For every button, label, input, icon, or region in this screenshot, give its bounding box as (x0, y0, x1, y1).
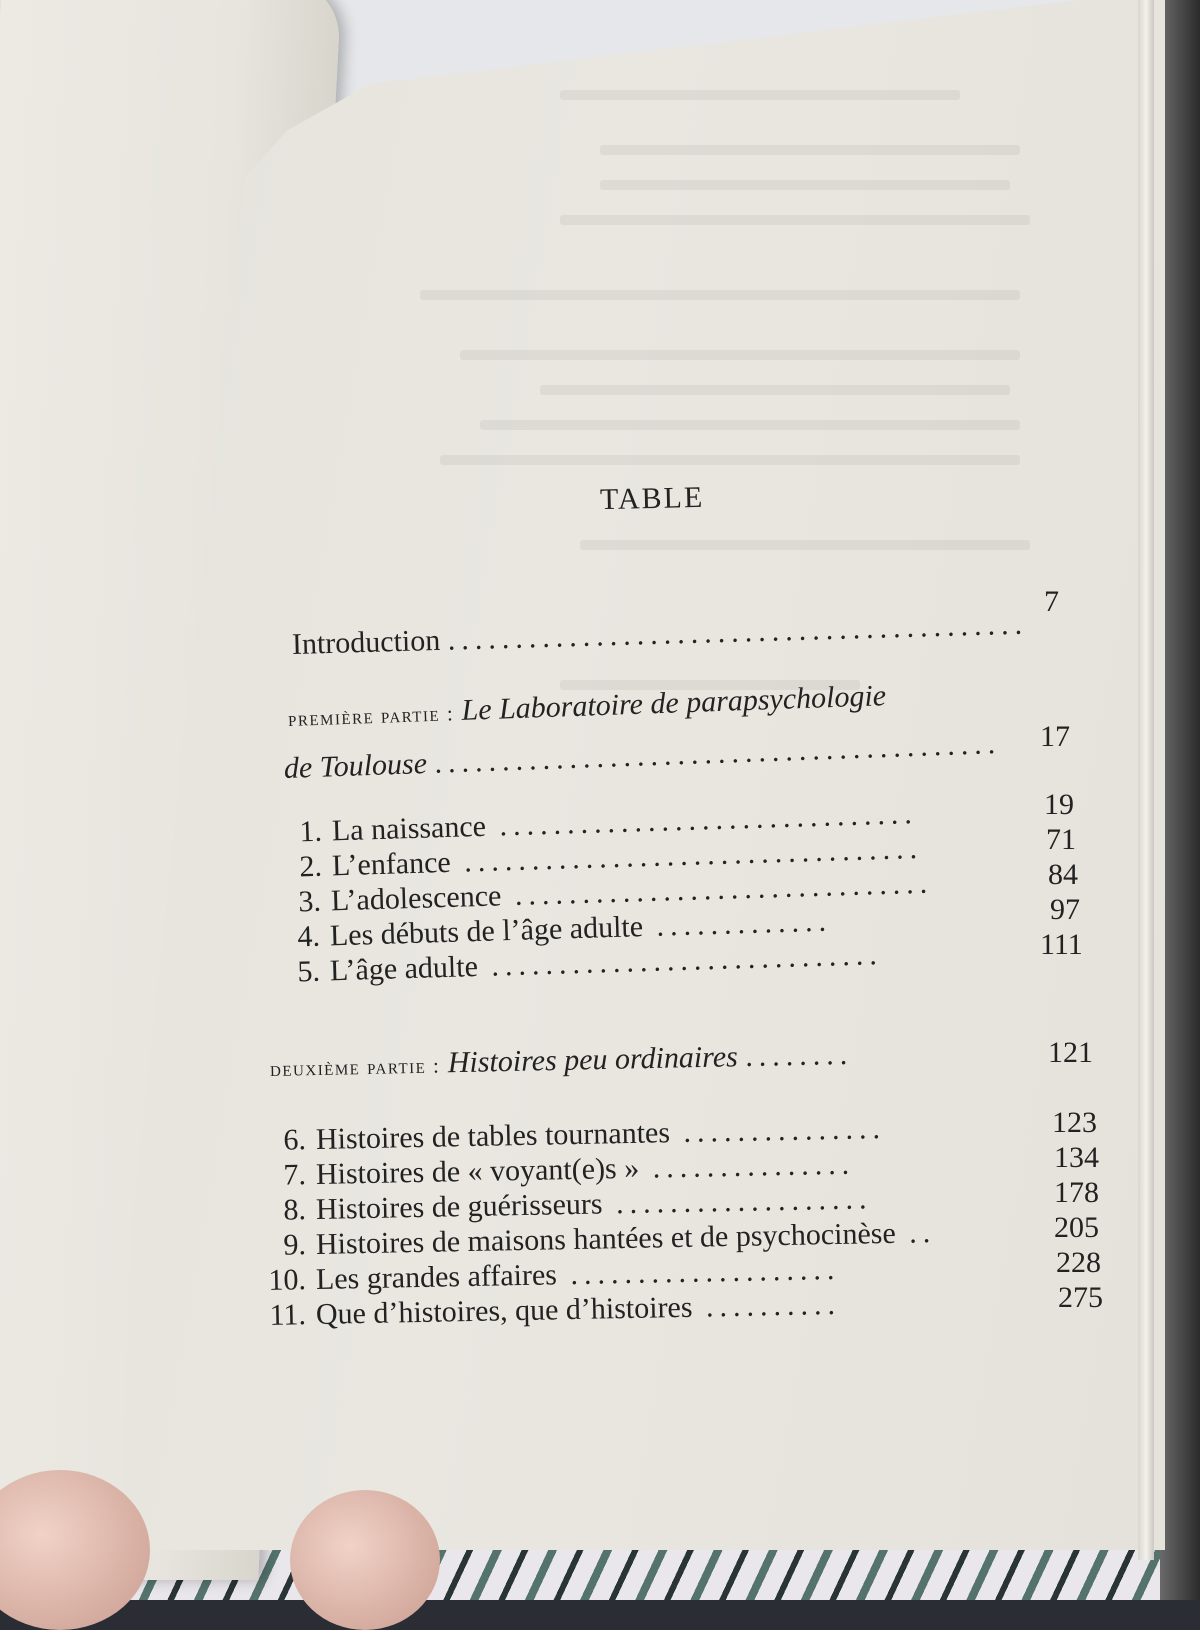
leader-dots: ............................. (477, 938, 884, 984)
entry-page-number: 17 (1040, 720, 1070, 753)
toc-chapter: 4. Les débuts de l’âge adulte ............. (296, 904, 833, 954)
chapter-title: Que d’histoires, que d’histoires (315, 1290, 693, 1331)
leader-dots: .......... (692, 1287, 842, 1324)
chapter-title: L’adolescence (330, 879, 502, 918)
entry-title: Introduction (291, 623, 441, 661)
part-label: deuxième partie : (269, 1053, 441, 1081)
part-one-heading-line2 (283, 726, 1002, 788)
leader-dots: ........ (744, 1037, 854, 1074)
part-one-heading (287, 676, 978, 736)
leader-dots: ............... (638, 1147, 856, 1185)
part-title: Le Laboratoire de parapsychologie (461, 679, 887, 727)
chapter-page-number: 84 (1048, 858, 1078, 891)
toc-chapter: 7. Histoires de « voyant(e)s » ............... (283, 1147, 856, 1192)
entry-page-number: 121 (1048, 1036, 1093, 1069)
toc-entry-introduction (291, 607, 1062, 664)
chapter-page-number: 111 (1040, 928, 1083, 961)
leader-dots: ............................... (500, 866, 934, 913)
leader-dots: .................................. (450, 831, 924, 879)
chapter-page-number: 205 (1054, 1211, 1099, 1244)
leader-dots: ............. (642, 904, 833, 944)
part-title-continued: de Toulouse (283, 747, 428, 785)
leader-dots: .. (895, 1216, 937, 1250)
chapter-title: La naissance (331, 809, 487, 848)
finger (290, 1490, 440, 1630)
leader-dots: .................... (556, 1252, 841, 1292)
toc-chapter: 5. L’âge adulte ............................. (296, 938, 884, 989)
chapter-page-number: 97 (1050, 893, 1080, 926)
leader-dots: ................... (602, 1182, 873, 1221)
toc-chapter: 2. L’enfance .................................. (298, 831, 924, 884)
toc-chapter: 10. Les grandes affaires .................... (268, 1252, 841, 1297)
chapter-title: Histoires de guérisseurs (315, 1187, 603, 1226)
chapter-page-number: 71 (1046, 823, 1076, 856)
chapter-title: Histoires de maisons hantées et de psychocinèse (315, 1216, 897, 1261)
leader-dots: ............... (669, 1112, 887, 1150)
toc-chapter: 3. L’adolescence ............................... (297, 866, 934, 919)
leader-dots: ............................... (485, 797, 919, 843)
part-title: Histoires peu ordinaires (447, 1040, 739, 1080)
toc-chapter: 8. Histoires de guérisseurs ................... (283, 1182, 873, 1227)
part-label: première partie : (287, 701, 455, 731)
toc-heading: TABLE (599, 480, 705, 517)
toc-chapter: 11. Que d’histoires, que d’histoires .......... (269, 1287, 842, 1332)
chapter-page-number: 134 (1054, 1141, 1099, 1174)
chapter-title: Les débuts de l’âge adulte (329, 910, 644, 953)
chapter-page-number: 123 (1052, 1106, 1097, 1139)
toc-chapter: 6. Histoires de tables tournantes ............... (283, 1112, 887, 1157)
chapter-title: Histoires de tables tournantes (315, 1116, 671, 1156)
leader-dots: ........................................... (447, 607, 1029, 657)
chapter-title: L’âge adulte (329, 950, 479, 988)
chapter-title: L’enfance (331, 845, 452, 883)
part-two-heading (270, 1035, 991, 1086)
entry-page-number: 7 (1044, 585, 1059, 618)
chapter-page-number: 19 (1044, 788, 1074, 821)
toc-chapter: 9. Histoires de maisons hantées et de psychocinèse .. (283, 1216, 937, 1262)
chapter-title: Histoires de « voyant(e)s » (315, 1151, 640, 1191)
chapter-page-number: 275 (1058, 1281, 1103, 1314)
leader-dots: .......................................... (433, 726, 1002, 780)
chapter-page-number: 228 (1056, 1246, 1101, 1279)
toc-chapter: 1. La naissance ............................... (298, 797, 919, 849)
chapter-page-number: 178 (1054, 1176, 1099, 1209)
chapter-title: Les grandes affaires (315, 1258, 558, 1296)
